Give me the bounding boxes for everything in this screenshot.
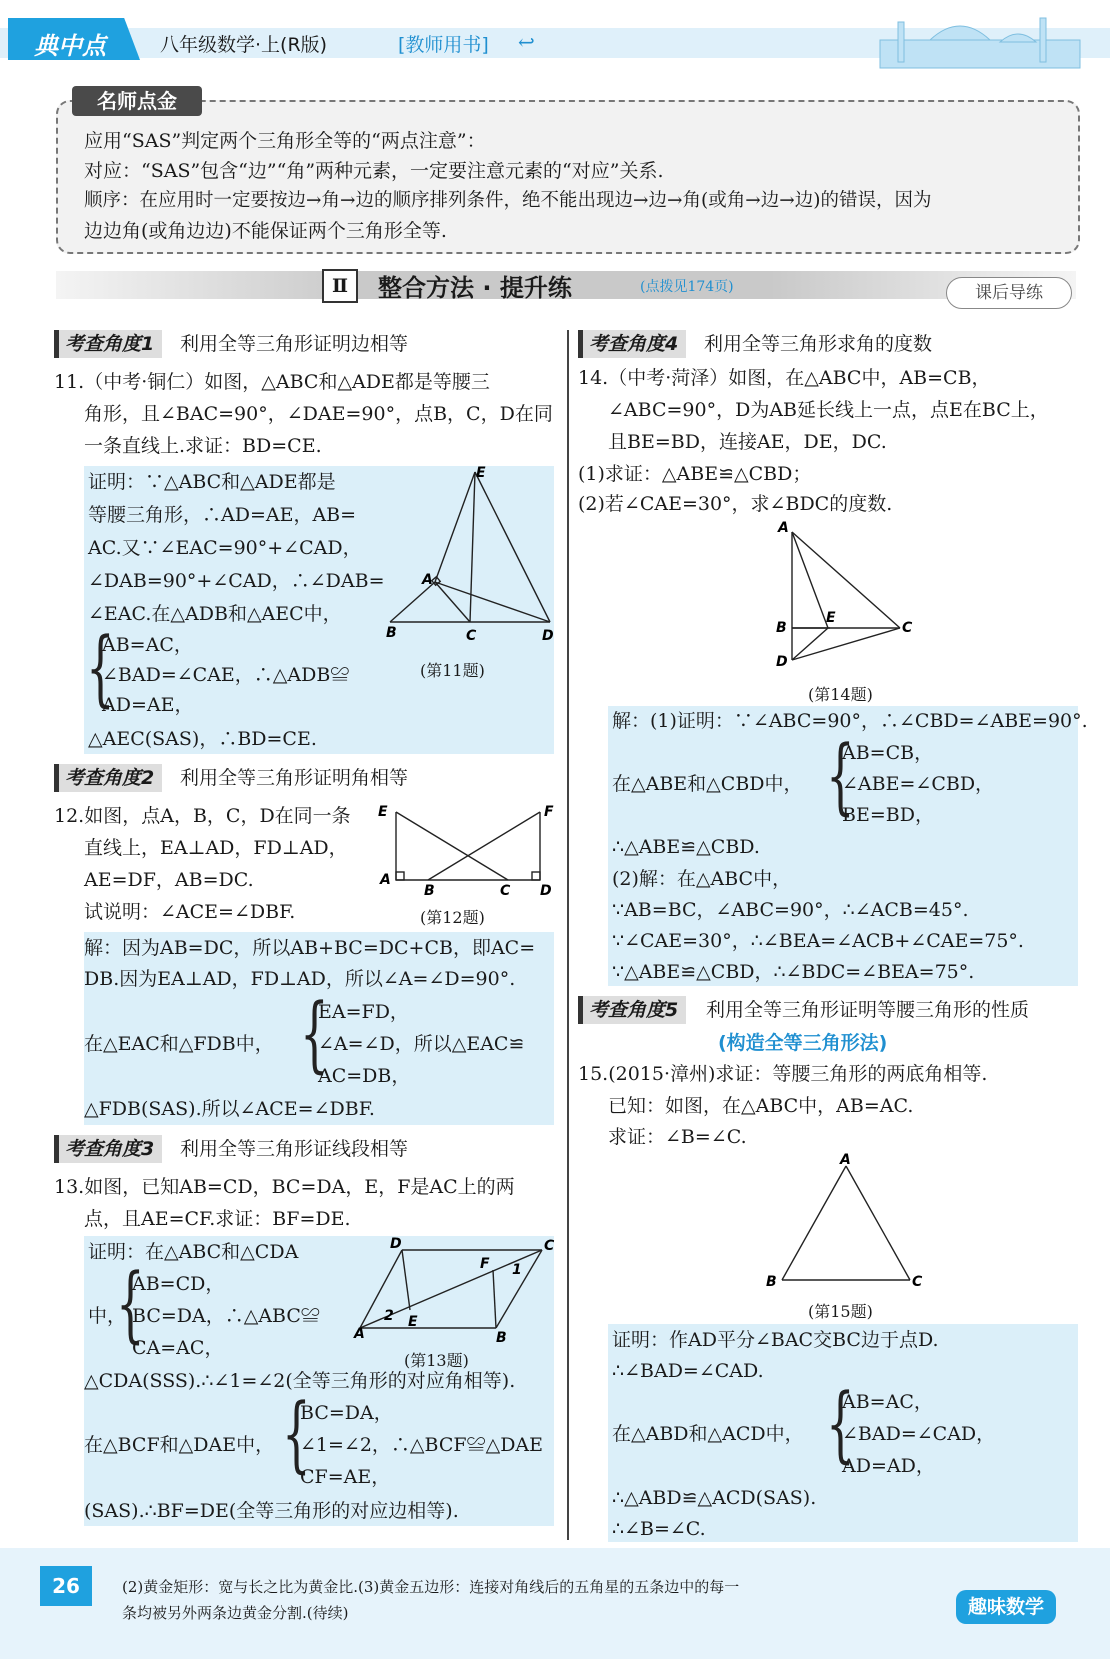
solution-14-line: BE=BD， [842,804,934,826]
solution-12-line: EA=FD， [318,1001,409,1023]
svg-text:E: E [408,1314,418,1330]
solution-11-line: △AEC(SAS)，∴BD=CE. [88,728,317,750]
solution-12-line: DB.因为EA⊥AD，FD⊥AD，所以∠A=∠D=90°. [84,968,516,990]
solution-11-line: AB=AC， [102,634,193,656]
question-12-line: 试说明：∠ACE=∠DBF. [84,901,296,923]
column-divider [567,330,569,1540]
solution-12-line: 解：因为AB=DC，所以AB+BC=DC+CB，即AC= [84,937,536,959]
svg-text:A: A [840,1152,851,1168]
question-14-line: 14.（中考·菏泽）如图，在△ABC中，AB=CB， [578,367,991,389]
solution-12-line: 在△EAC和△FDB中， [84,1033,274,1055]
angle-subtitle-5: (构造全等三角形法) [718,1032,888,1054]
figure-12 [372,800,562,899]
svg-text:C: C [544,1238,555,1254]
caption-14: (第14题) [808,685,873,704]
solution-13-line: 证明：在△ABC和△CDA [88,1241,299,1263]
solution-13-line: 中， [88,1305,127,1327]
solution-13-line: BC=DA，∴△ABC≌ [132,1305,320,1327]
solution-15-line: ∴∠B=∠C. [612,1518,706,1540]
solution-15-line: ∴∠BAD=∠CAD. [612,1360,764,1382]
section-number: Ⅱ [322,269,358,303]
svg-text:B: B [496,1330,507,1346]
solution-15-line: 在△ABD和△ACD中， [612,1423,804,1445]
solution-13-line: BC=DA， [300,1402,393,1424]
solution-13-line: AB=CD， [132,1273,225,1295]
solution-11-line: 等腰三角形，∴AD=AE，AB= [88,504,357,526]
brace-icon: { [826,729,855,824]
angle-tag-4: 考查角度4 [578,330,686,358]
svg-text:E: E [826,610,836,626]
svg-text:B: B [424,883,435,899]
section-title: 整合方法 · 提升练 [378,274,572,302]
section-pill: 课后导练 [946,277,1072,309]
solution-13-line: △CDA(SSS).∴∠1=∠2(全等三角形的对应角相等). [84,1370,516,1392]
solution-12-line: ∠A=∠D，所以△EAC≌ [318,1033,525,1055]
page-header [0,0,1110,74]
question-12-line: 12.如图，点A，B，C，D在同一条 [54,805,351,827]
question-12-line: AE=DF，AB=DC. [84,869,254,891]
question-13-line: 点，且AE=CF.求证：BF=DE. [84,1208,351,1230]
svg-text:A: A [380,872,391,888]
svg-text:A: A [778,520,789,536]
question-11-line: 一条直线上.求证：BD=CE. [84,435,322,457]
solution-13-line: (SAS).∴BF=DE(全等三角形的对应边相等). [84,1500,459,1522]
svg-text:C: C [912,1274,923,1290]
solution-14-line: AB=CB， [842,742,934,764]
question-14-line: (2)若∠CAE=30°，求∠BDC的度数. [578,493,893,515]
page-number: 26 [40,1566,92,1606]
return-arrow-icon: ↩ [518,30,535,54]
skyline-icon [860,10,1100,70]
svg-text:A: A [422,572,433,588]
brand-text: 典中点 [34,32,106,60]
solution-13-line: 在△BCF和△DAE中， [84,1434,275,1456]
fun-math-logo: 趣味数学 [956,1590,1056,1624]
svg-text:C: C [902,620,913,636]
tip-line: 应用“SAS”判定两个三角形全等的“两点注意”： [84,130,486,152]
caption-12: (第12题) [420,908,485,927]
question-12-line: 直线上，EA⊥AD，FD⊥AD， [84,837,348,859]
solution-15-line: ∴△ABD≌△ACD(SAS). [612,1487,817,1509]
svg-text:2: 2 [384,1308,394,1324]
question-14-line: (1)求证：△ABE≌△CBD； [578,463,812,485]
solution-14-line: ∵AB=BC，∠ABC=90°，∴∠ACB=45°. [612,899,969,921]
solution-13-line: CA=AC， [132,1337,224,1359]
caption-11: (第11题) [420,661,485,680]
svg-text:E: E [476,465,486,481]
section-reference: (点拨见174页) [640,279,734,295]
book-tag: [教师用书] [398,34,489,56]
solution-12-line: AC=DB， [318,1065,411,1087]
figure-13 [354,1236,556,1346]
svg-text:D: D [540,883,552,899]
brace-icon: { [300,987,329,1082]
question-15-line: 已知：如图，在△ABC中，AB=AC. [608,1095,914,1117]
solution-15-line: AD=AD， [842,1455,935,1477]
angle-desc-4: 利用全等三角形求角的度数 [704,333,933,355]
brace-icon: { [86,621,115,716]
brace-icon: { [282,1387,311,1482]
angle-tag-1: 考查角度1 [54,330,162,358]
solution-15-line: ∠BAD=∠CAD， [842,1423,996,1445]
solution-14-line: ∵∠CAE=30°，∴∠BEA=∠ACB+∠CAE=75°. [612,930,1024,952]
solution-14-line: ∵△ABE≌△CBD，∴∠BDC=∠BEA=75°. [612,961,975,983]
svg-text:B: B [766,1274,777,1290]
brace-icon: { [116,1257,145,1352]
angle-desc-5: 利用全等三角形证明等腰三角形的性质 [706,999,1030,1021]
svg-text:B: B [776,620,787,636]
svg-text:E: E [378,804,388,820]
angle-desc-2: 利用全等三角形证明角相等 [180,767,409,789]
svg-text:A: A [354,1326,365,1342]
solution-15-line: AB=AC， [842,1391,933,1413]
question-14-line: ∠ABC=90°，D为AB延长线上一点，点E在BC上， [608,399,1049,421]
angle-desc-1: 利用全等三角形证明边相等 [180,333,409,355]
solution-11-line: ∠EAC.在△ADB和△AEC中， [88,603,342,625]
footer-line: (2)黄金矩形：宽与长之比为黄金比.(3)黄金五边形：连接对角线后的五角星的五条边中的每一 [122,1578,740,1596]
svg-text:1: 1 [512,1262,522,1278]
solution-14-line: ∴△ABE≌△CBD. [612,836,760,858]
tip-title: 名师点金 [72,86,202,116]
svg-text:F: F [544,804,554,820]
figure-15 [760,1152,930,1292]
caption-13: (第13题) [404,1351,469,1370]
angle-tag-2: 考查角度2 [54,764,162,792]
tip-line: 对应：“SAS”包含“边”“角”两种元素，一定要注意元素的“对应”关系. [84,160,664,182]
footer-line: 条均被另外两条边黄金分割.(待续) [122,1604,349,1622]
svg-text:D: D [776,654,788,670]
question-15-line: 求证：∠B=∠C. [608,1126,747,1148]
figure-14 [770,520,920,670]
solution-12-line: △FDB(SAS).所以∠ACE=∠DBF. [84,1098,375,1120]
solution-14-line: ∠ABE=∠CBD， [842,773,995,795]
question-15-line: 15.(2015·漳州)求证：等腰三角形的两底角相等. [578,1063,988,1085]
solution-11-line: ∠BAD=∠CAE，∴△ADB≌ [102,664,350,686]
solution-13-line: CF=AE， [300,1466,391,1488]
svg-text:D: D [390,1236,402,1252]
angle-tag-5: 考查角度5 [578,996,686,1024]
svg-text:B: B [386,625,397,641]
book-title: 八年级数学·上(R版) [160,34,328,56]
solution-13-line: ∠1=∠2，∴△BCF≌△DAE [300,1434,544,1456]
angle-tag-3: 考查角度3 [54,1135,162,1163]
question-11-line: 角形，且∠BAC=90°，∠DAE=90°，点B，C，D在同 [84,403,553,425]
solution-14-line: (2)解：在△ABC中， [612,868,792,890]
angle-desc-3: 利用全等三角形证线段相等 [180,1138,409,1160]
tip-line: 边边角(或角边边)不能保证两个三角形全等. [84,220,447,242]
question-11-line: 11.（中考·铜仁）如图，△ABC和△ADE都是等腰三 [54,371,490,393]
caption-15: (第15题) [808,1302,873,1321]
question-13-line: 13.如图，已知AB=CD，BC=DA，E，F是AC上的两 [54,1176,515,1198]
solution-11-line: AC.又∵∠EAC=90°+∠CAD， [88,537,362,559]
solution-11-line: AD=AE， [102,694,194,716]
figure-11 [380,462,560,652]
brace-icon: { [826,1377,855,1472]
svg-text:D: D [542,628,554,644]
solution-15-line: 证明：作AD平分∠BAC交BC边于点D. [612,1329,939,1351]
solution-11-line: 证明：∵△ABC和△ADE都是 [88,471,336,493]
svg-text:C: C [500,883,511,899]
solution-14-line: 在△ABE和△CBD中， [612,773,803,795]
solution-11-line: ∠DAB=90°+∠CAD，∴∠DAB= [88,570,385,592]
tip-line: 顺序：在应用时一定要按边→角→边的顺序排列条件，绝不能出现边→边→角(或角→边→边)的错误，因为 [84,190,932,211]
svg-text:F: F [480,1256,490,1272]
solution-14-line: 解：(1)证明：∵∠ABC=90°，∴∠CBD=∠ABE=90°. [612,710,1088,732]
question-14-line: 且BE=BD，连接AE，DE，DC. [608,431,887,453]
svg-text:C: C [466,628,477,644]
